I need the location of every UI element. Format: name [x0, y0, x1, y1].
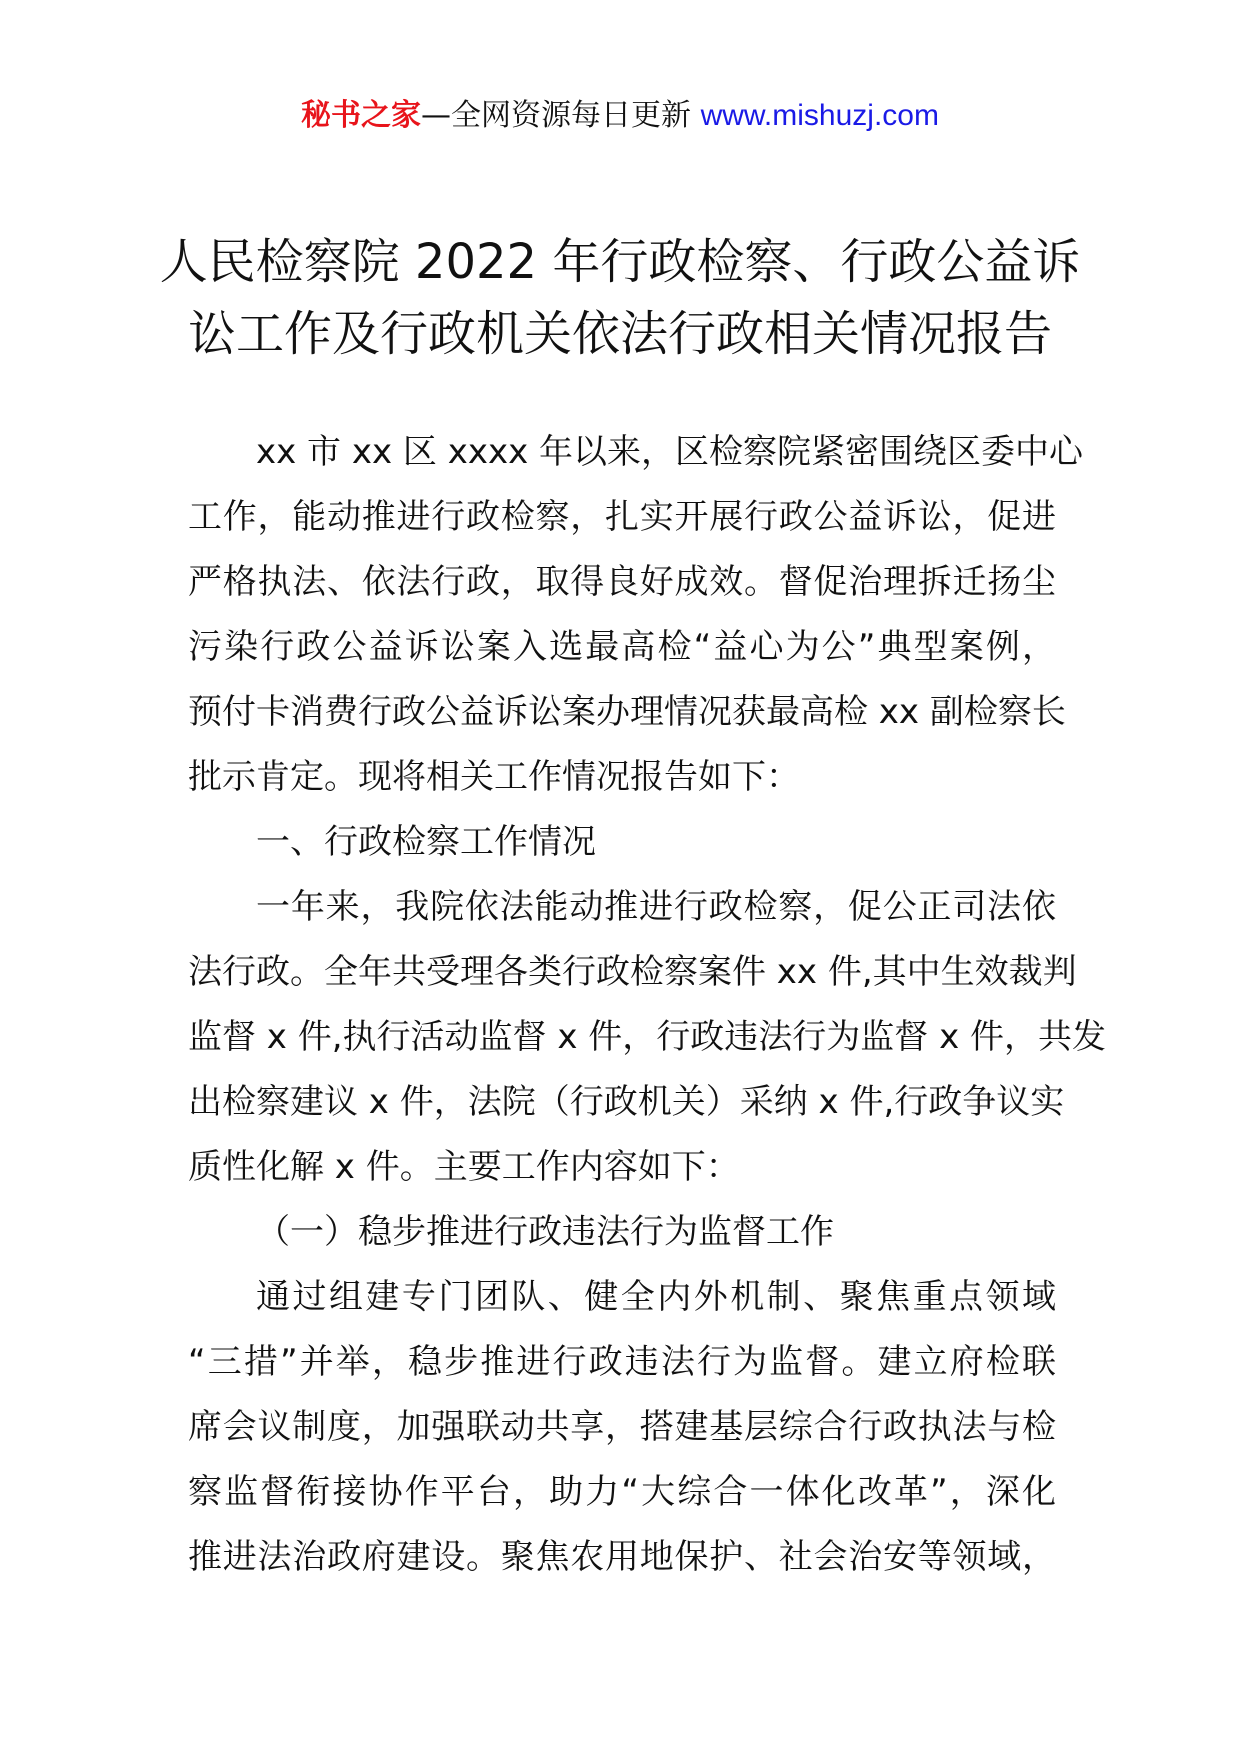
- body-line: 法行政。全年共受理各类行政检察案件 xx 件,其中生效裁判: [188, 952, 1077, 992]
- body-line: 监督 x 件,执行活动监督 x 件，行政违法行为监督 x 件，共发: [188, 1017, 1107, 1057]
- header-tagline: —全网资源每日更新: [421, 98, 701, 133]
- site-url[interactable]: www.mishuzj.com: [700, 99, 939, 132]
- body-line: 严格执法、依法行政，取得良好成效。督促治理拆迁扬尘: [188, 562, 1056, 602]
- body-line: “三措”并举，稳步推进行政违法行为监督。建立府检联: [188, 1342, 1056, 1382]
- body-line: 污染行政公益诉讼案入选最高检“益心为公”典型案例，: [188, 627, 1056, 667]
- document-body: [188, 420, 1107, 1590]
- body-line: 出检察建议 x 件，法院（行政机关）采纳 x 件,行政争议实: [188, 1082, 1065, 1122]
- body-line: 一年来，我院依法能动推进行政检察，促公正司法依: [256, 887, 1056, 927]
- body-line: 席会议制度，加强联动共享，搭建基层综合行政执法与检: [188, 1407, 1056, 1447]
- title-line-1: 人民检察院 2022 年行政检察、行政公益诉: [159, 234, 1081, 290]
- body-line: xx 市 xx 区 xxxx 年以来，区检察院紧密围绕区委中心: [256, 432, 1084, 472]
- body-line: 察监督衔接协作平台，助力“大综合一体化改革”，深化: [188, 1472, 1056, 1512]
- title-line-2: 讼工作及行政机关依法行政相关情况报告: [187, 306, 1052, 362]
- body-line: 预付卡消费行政公益诉讼案办理情况获最高检 xx 副检察长: [188, 692, 1066, 732]
- subsection-heading: （一）稳步推进行政违法行为监督工作: [256, 1212, 834, 1252]
- body-line: 批示肯定。现将相关工作情况报告如下：: [188, 757, 800, 797]
- body-line: 工作，能动推进行政检察，扎实开展行政公益诉讼，促进: [188, 497, 1056, 537]
- section-heading: 一、行政检察工作情况: [256, 822, 596, 862]
- body-line: 通过组建专门团队、健全内外机制、聚焦重点领域: [256, 1277, 1056, 1317]
- body-line: 推进法治政府建设。聚焦农用地保护、社会治安等领域，: [188, 1537, 1056, 1577]
- document-title: [150, 226, 1090, 370]
- body-line: 质性化解 x 件。主要工作内容如下：: [188, 1147, 740, 1187]
- site-header: [0, 96, 1240, 136]
- brand-name: 秘书之家: [301, 98, 422, 133]
